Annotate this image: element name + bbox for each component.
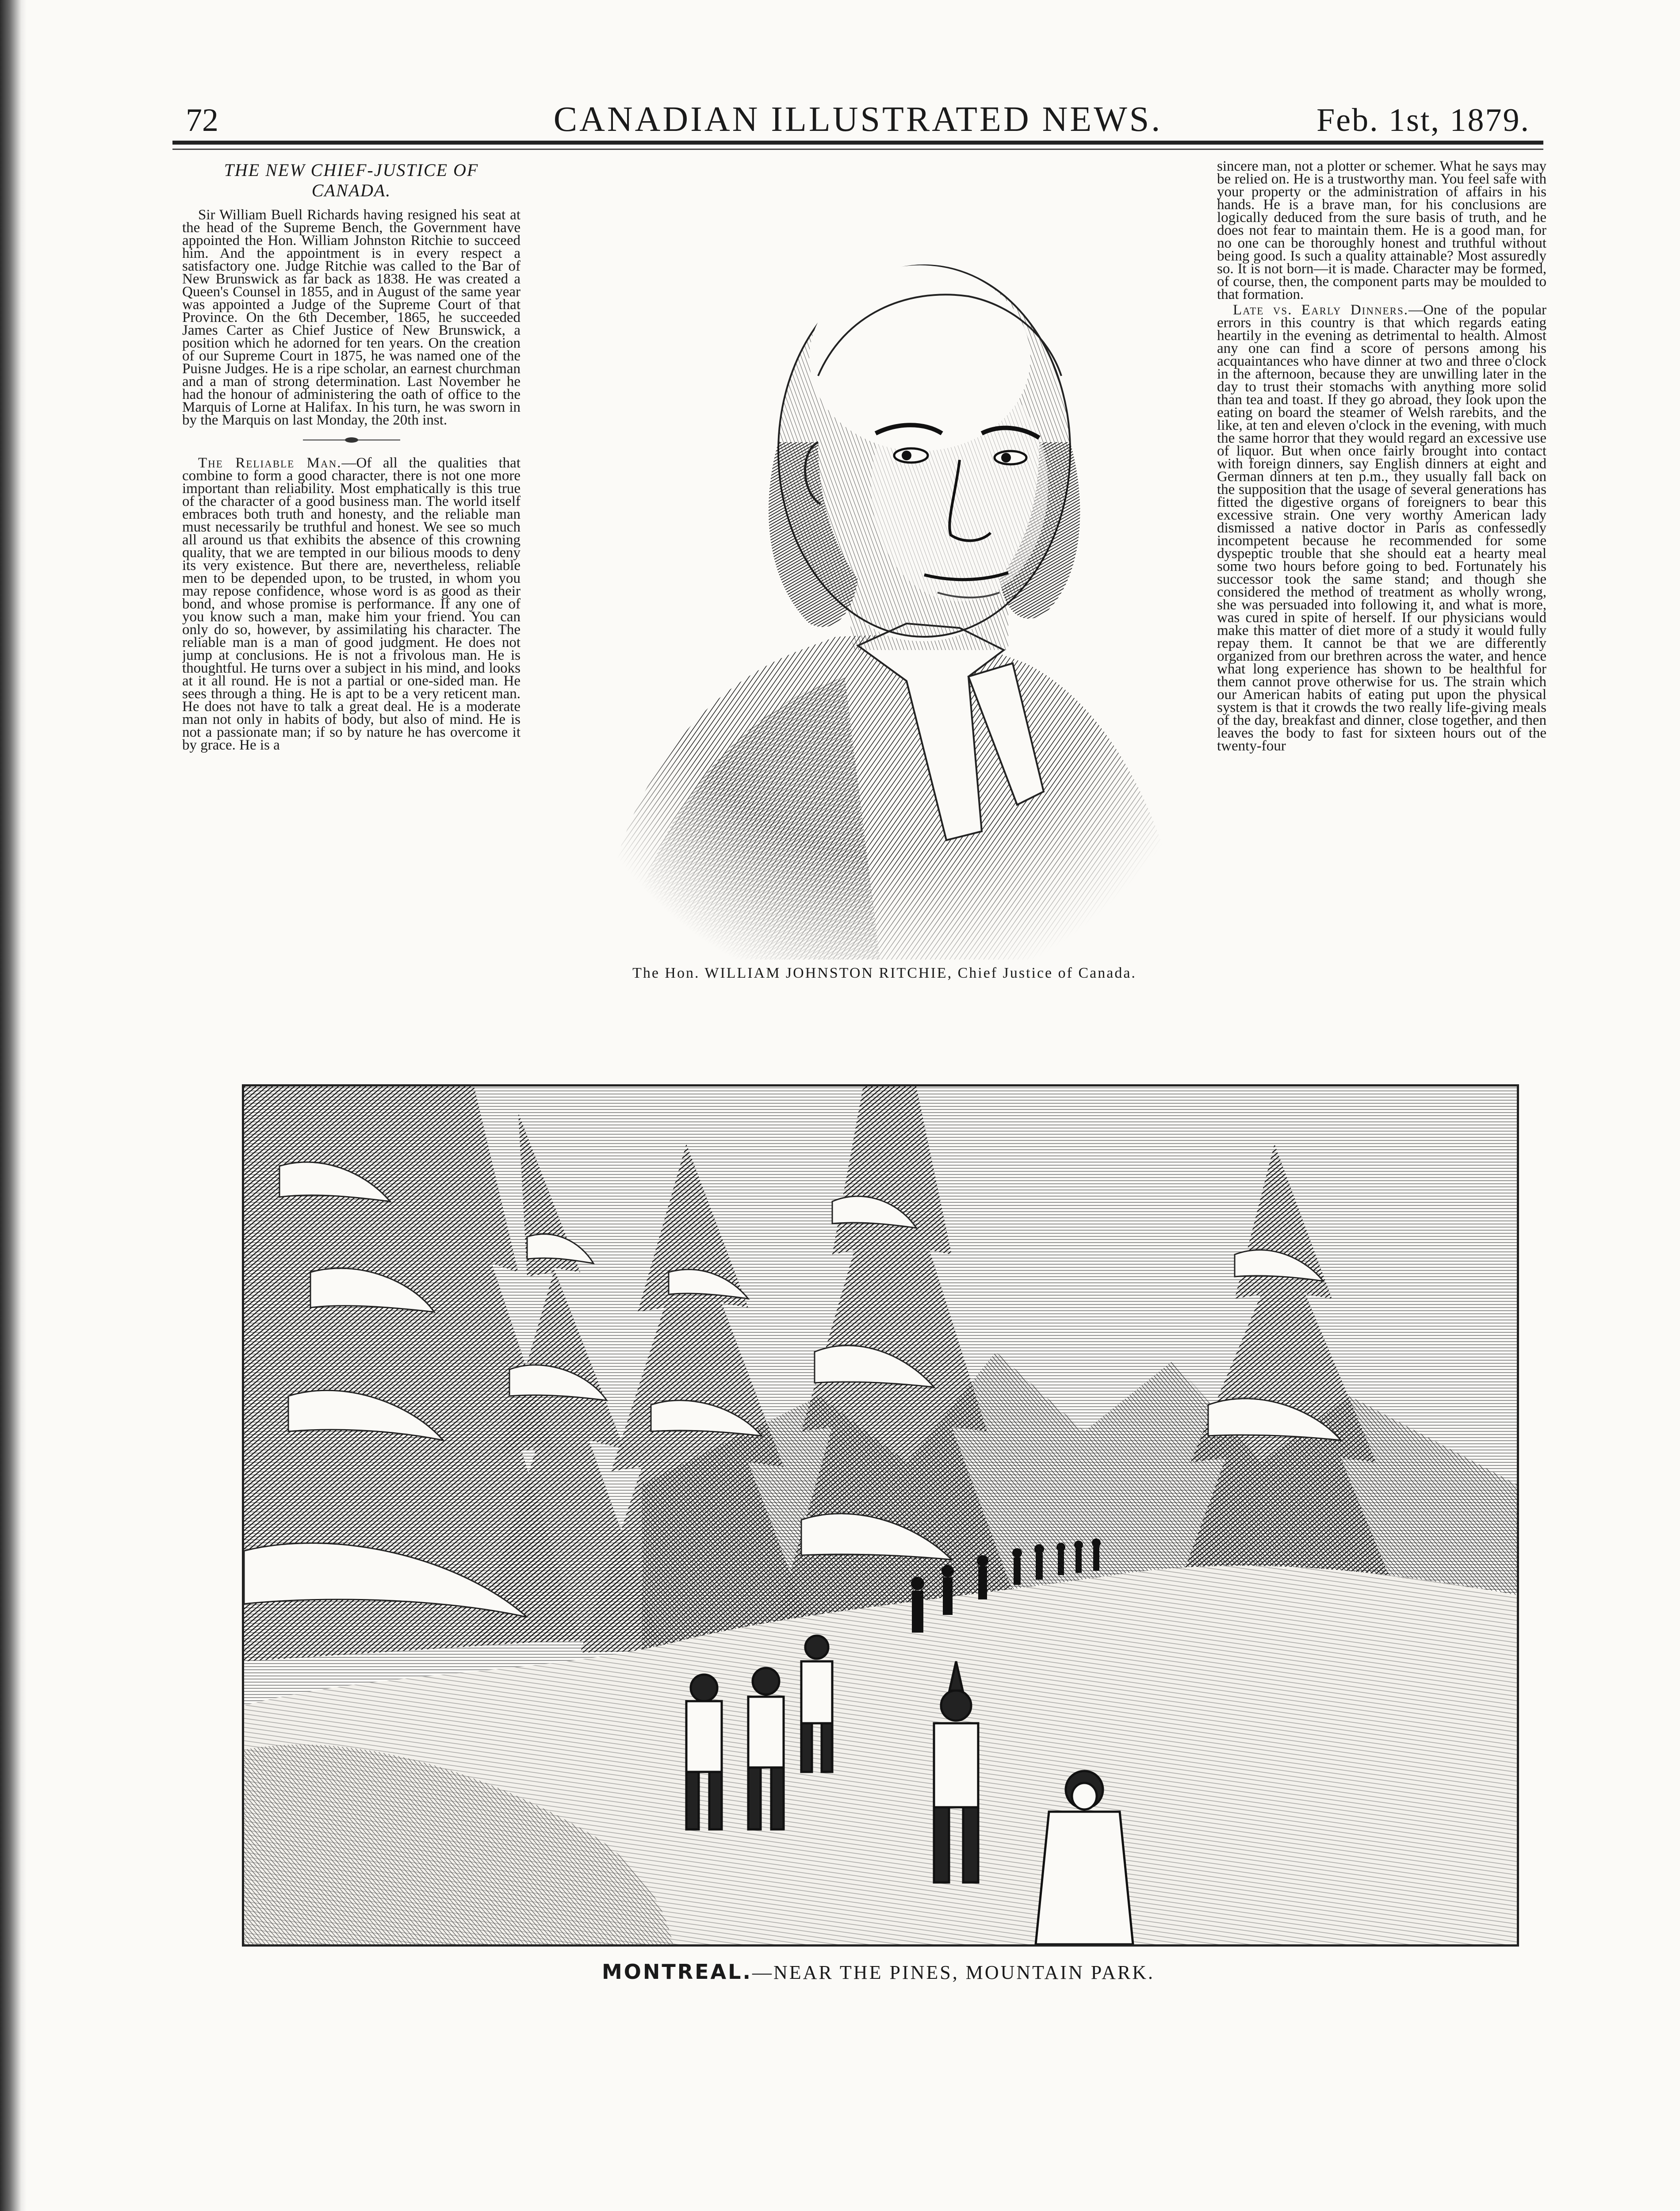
continued-text: sincere man, not a plotter or schemer. What he says may be relied on. He is a trustworthy man. You feel safe with your property or the administration of affairs in his hands. He is a brave man, for his conclusions are logically deduced from the sure basis of truth, and he does not fear to maintain them. He is a good man, for no one can be thoroughly honest and truthful without being good. Is such a quality attainable? Most assuredly so. It is not born—it is made. Character may be formed, of course, then, the component parts may be moulded to that formation. bbox=[1217, 160, 1546, 302]
landscape-illustration bbox=[242, 1084, 1519, 1947]
left-column bbox=[182, 160, 520, 1009]
article-late-dinners-body: —One of the popular errors in this country is that which regards eating heartily in the evening as detrimental to health. Almost any one can find a score of persons among his acquaintances who have dinner at two and three o'clock in the afternoon, because they are unwilling later in the day to trust their stomachs with anything more solid than tea and toast. If they go abroad, they look upon the eating on board the steamer of Welsh rarebits, and the like, at ten and eleven o'clock in the evening, with much the same horror that they would regard an excessive use of liquor. But when once fairly brought into contact with foreign dinners, say English dinners at eight and German dinners at ten p.m., they usually fall back on the supposition that the usage of several generations has fitted the digestive organs of foreigners to bear this excessive strain. One very worthy American lady dismissed a native doctor in Paris as confessedly incompetent because he recommended for some dyspeptic trouble that she should eat a hearty meal some two hours before going to bed. Fortunately his successor took the same stand; and though she considered the method of treatment as wholly wrong, she was persuaded into following it, and what is more, was cured in spite of herself. If our physicians would make this matter of diet more of a study it would fully repay them. It cannot be that we are differently organized from our brethren across the water, and hence what long experience has shown to be healthful for them cannot prove otherwise for us. The strain which our American habits of eating put upon the physical system is that it crowds the two really life-giving meals of the day, breakfast and dinner, close together, and then leaves the body to fast for sixteen hours out of the twenty-four bbox=[1217, 302, 1546, 754]
portrait-caption: The Hon. WILLIAM JOHNSTON RITCHIE, Chief Justice of Canada. bbox=[632, 965, 1137, 981]
article-late-dinners bbox=[1217, 304, 1546, 753]
article-reliable-man-body: —Of all the qualities that combine to form a good character, there is not one more important than reliability. Most emphatically is this true of the character of a good business man. The world itself embraces both truth and honesty, and the reliable man must necessarily be truthful and honest. We see so much all around us that exhibits the absence of this crowning quality, that we are tempted in our bilious moods to deny its very existence. But there are, nevertheless, reliable men to be depended upon, to be trusted, in whom you may repose confidence, whose word is as good as their bond, and whose promise is performance. If any one of you know such a man, make him your friend. You can only do so, however, by assimilating his character. The reliable man is a man of good judgment. He does not jump at conclusions. He is not a frivolous man. He is thoughtful. He turns over a subject in his mind, and looks at it all round. He is not a partial or one-sided man. He sees through a thing. He is apt to be a very reticent man. He does not have to talk a great deal. He is a moderate man not only in habits of body, but also of mind. He is not a passionate man; if so by nature he has overcome it by grace. He is a bbox=[182, 455, 520, 753]
article-heading bbox=[182, 160, 520, 201]
article-lead: The Reliable Man. bbox=[198, 455, 342, 471]
page-number: 72 bbox=[186, 102, 218, 138]
article-heading-line2: CANADA. bbox=[311, 180, 391, 200]
article-lead: Late vs. Early Dinners. bbox=[1233, 302, 1408, 318]
section-divider bbox=[303, 436, 400, 444]
landscape-caption bbox=[242, 1960, 1515, 1984]
newspaper-title: CANADIAN ILLUSTRATED NEWS. bbox=[553, 100, 1163, 139]
article-heading-line1: THE NEW CHIEF-JUSTICE OF bbox=[224, 160, 479, 180]
binding-shadow bbox=[0, 0, 27, 2211]
caption-location: —NEAR THE PINES, MOUNTAIN PARK. bbox=[752, 1962, 1155, 1983]
caption-city: MONTREAL. bbox=[601, 1960, 752, 1984]
right-column bbox=[1217, 160, 1546, 1009]
portrait-illustration bbox=[570, 168, 1198, 960]
header-rule bbox=[172, 141, 1543, 145]
header-rule-thin bbox=[172, 149, 1543, 150]
masthead bbox=[186, 93, 1530, 146]
article-reliable-man bbox=[182, 457, 520, 752]
issue-date: Feb. 1st, 1879. bbox=[1316, 102, 1530, 138]
article-body: Sir William Buell Richards having resigned his seat at the head of the Supreme Bench, the Government have appointed the Hon. William Johnston Ritchie to succeed him. And the appointment is in every respect a satisfactory one. Judge Ritchie was called to the Bar of New Brunswick as far back as 1838. He was created a Queen's Counsel in 1855, and in August of the same year was appointed a Judge of the Supreme Court of that Province. On the 6th December, 1865, he succeeded James Carter as Chief Justice of New Brunswick, a position which he adorned for ten years. On the creation of our Supreme Court in 1875, he was named one of the Puisne Judges. He is a ripe scholar, an earnest churchman and a man of strong determination. Last November he had the honour of administering the oath of office to the Marquis of Lorne at Halifax. In his turn, he was sworn in by the Marquis on last Monday, the 20th inst. bbox=[182, 207, 520, 428]
